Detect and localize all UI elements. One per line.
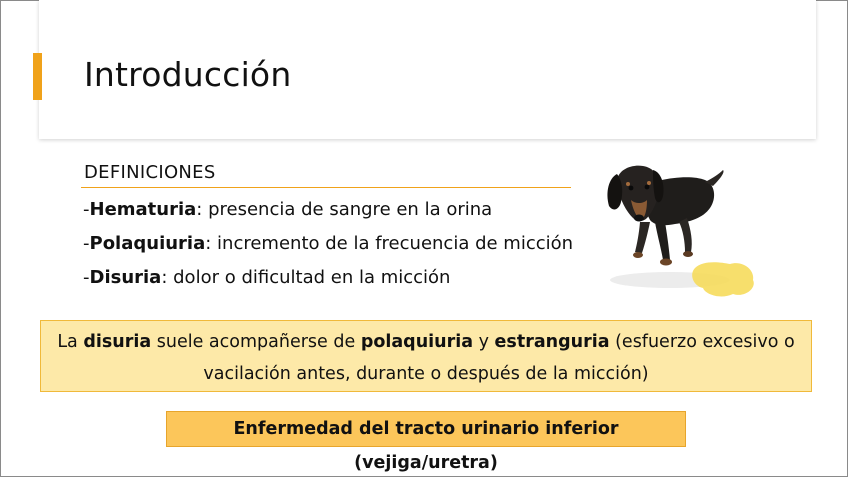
puddle-shape [692, 262, 754, 296]
disuria-note-box [40, 320, 812, 392]
dachshund-image [595, 160, 770, 300]
title-accent-bar [33, 53, 42, 100]
definition-prefix: - [83, 199, 90, 220]
definition-disuria [83, 267, 450, 288]
section-heading: DEFINICIONES [84, 162, 216, 183]
definition-hematuria [83, 199, 492, 220]
note-text: La [57, 332, 84, 352]
definition-text: : presencia de sangre en la orina [196, 199, 493, 220]
definition-term: Polaquiuria [89, 233, 206, 254]
note-text: y [473, 332, 495, 352]
note-term-estranguria: estranguria [494, 332, 610, 352]
definition-prefix: - [83, 233, 90, 254]
definition-prefix: - [83, 267, 90, 288]
definition-term: Disuria [89, 267, 162, 288]
note-text: (esfuerzo excesivo o vacilación antes, durante o después de la micción) [203, 332, 795, 384]
slide-title: Introducción [84, 55, 292, 94]
section-divider [81, 187, 571, 188]
note-term-polaquiuria: polaquiuria [360, 332, 474, 352]
definition-text: : dolor o dificultad en la micción [161, 267, 451, 288]
note-text: suele acompañerse de [151, 332, 361, 352]
lower-urinary-tract-highlight: Enfermedad del tracto urinario inferior (vejiga/uretra) [166, 411, 686, 447]
definition-text: : incremento de la frecuencia de micción [205, 233, 574, 254]
definition-term: Hematuria [89, 199, 197, 220]
definition-polaquiuria [83, 233, 573, 254]
note-term-disuria: disuria [83, 332, 152, 352]
